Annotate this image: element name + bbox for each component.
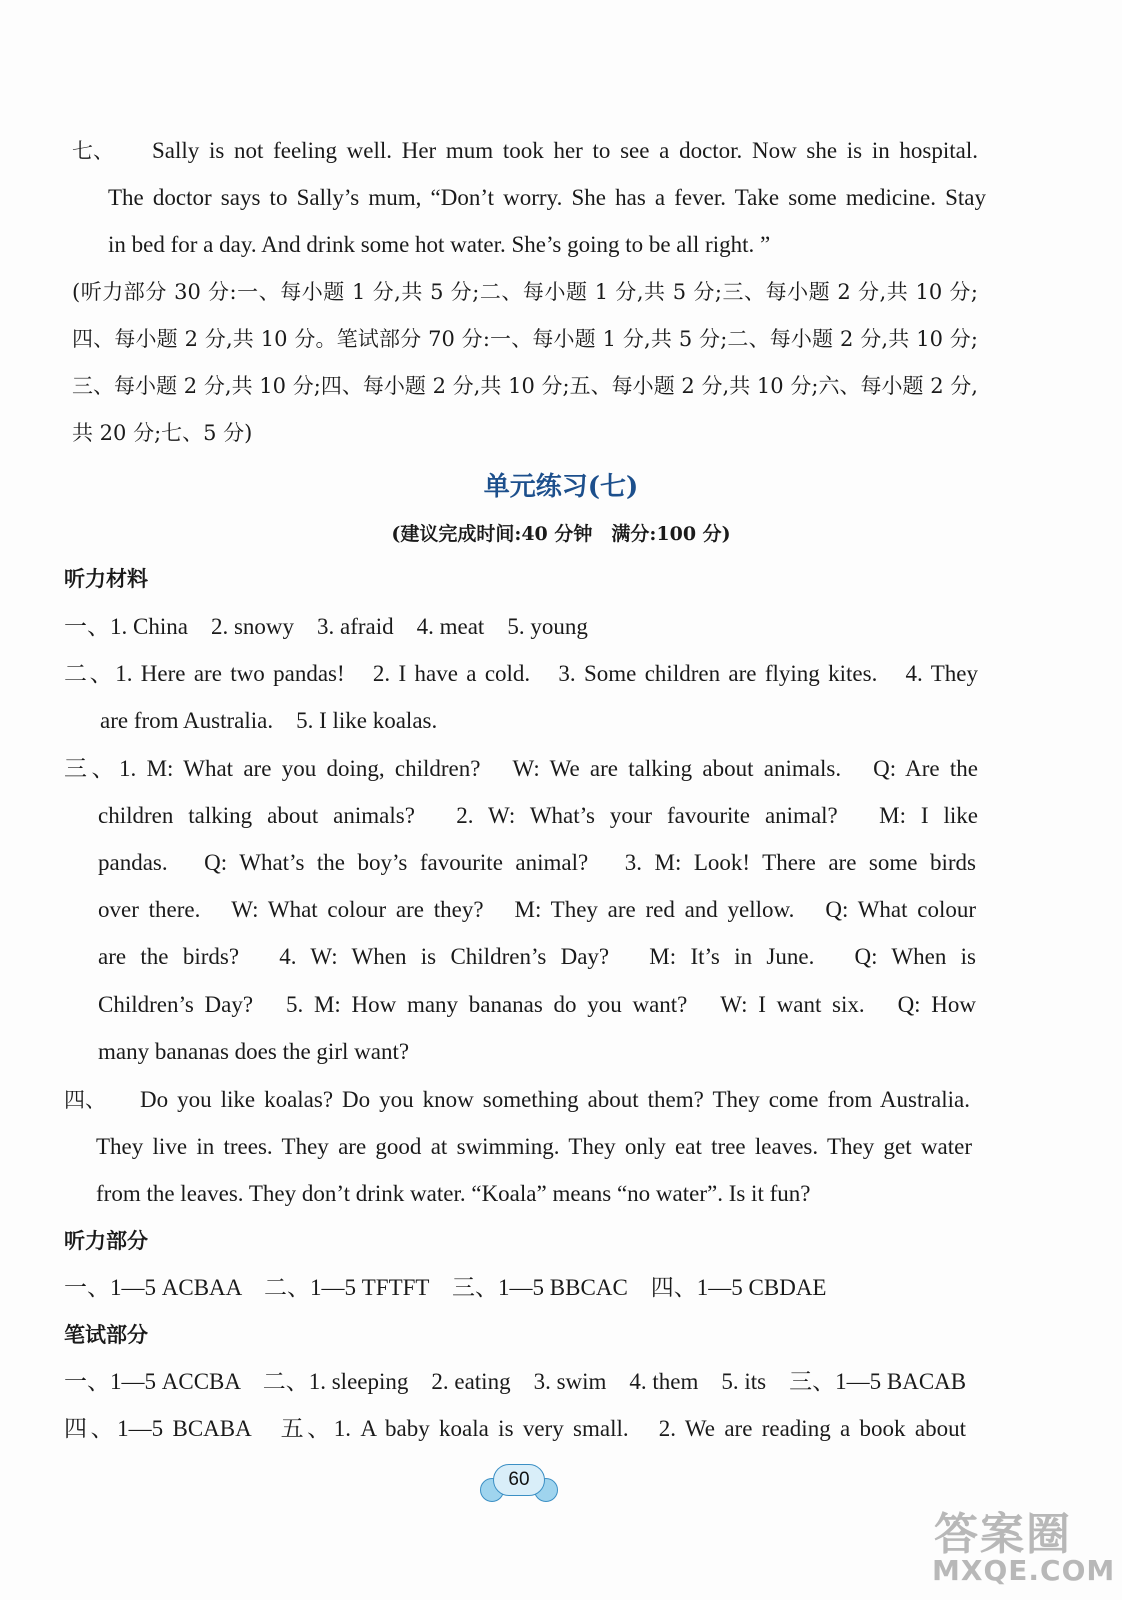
section4-line-2: They live in trees. They are good at swimming. They only eat tree leaves. They get water <box>96 1134 972 1159</box>
listening-answers: 一、1—5 ACBAA 二、1—5 TFTFT 三、1—5 BBCAC 四、1—5 CBDAE <box>64 1275 827 1300</box>
section4-line-3: from the leaves. They don’t drink water. “Koala” means “no water”. Is it fun? <box>96 1181 811 1206</box>
listening-line-10: many bananas does the girl want? <box>98 1039 410 1064</box>
score-line-1: (听力部分 30 分:一、每小题 1 分,共 5 分;二、每小题 1 分,共 5 分;三、每小题 2 分,共 10 分; <box>72 280 978 304</box>
section7-line-1: Sally is not feeling well. Her mum took her to see a doctor. Now she is in hospital. <box>152 138 978 163</box>
score-line-2: 四、每小题 2 分,共 10 分。笔试部分 70 分:一、每小题 1 分,共 5 分;二、每小题 2 分,共 10 分; <box>72 327 978 351</box>
section4-line-1: Do you like koalas? Do you know something about them? They come from Australia. <box>140 1087 970 1112</box>
written-answers-1: 一、1—5 ACCBA 二、1. sleeping 2. eating 3. swim 4. them 5. its 三、1—5 BACAB <box>64 1369 967 1394</box>
listening-line-9: Children’s Day? 5. M: How many bananas do you want? W: I want six. Q: How <box>98 992 976 1017</box>
watermark-top-text: 答案圈 <box>934 1509 1072 1560</box>
listening-line-6: pandas. Q: What’s the boy’s favourite animal? 3. M: Look! There are some birds <box>98 850 976 875</box>
unit-subtitle: (建议完成时间:40 分钟 满分:100 分) <box>391 523 731 545</box>
listening-line-5: children talking about animals? 2. W: What’s your favourite animal? M: I like <box>98 803 978 828</box>
unit-title: 单元练习(七) <box>483 472 639 502</box>
listening-line-8: are the birds? 4. W: When is Children’s Day? M: It’s in June. Q: When is <box>98 944 976 969</box>
listening-line-7: over there. W: What colour are they? M: They are red and yellow. Q: What colour <box>98 897 976 922</box>
score-line-3: 三、每小题 2 分,共 10 分;四、每小题 2 分,共 10 分;五、每小题 2 分,共 10 分;六、每小题 2 分, <box>72 374 978 398</box>
listening-part-heading: 听力部分 <box>64 1228 148 1253</box>
listening-material-heading: 听力材料 <box>64 566 148 591</box>
section7-marker: 七、 <box>72 139 114 163</box>
watermark-logo <box>928 1498 1114 1592</box>
page-number-badge <box>480 1462 556 1502</box>
section7-line-3: in bed for a day. And drink some hot water. She’s going to be all right. ” <box>108 232 771 257</box>
section7-line-2: The doctor says to Sally’s mum, “Don’t worry. She has a fever. Take some medicine. Stay <box>108 185 986 210</box>
listening-line-1: 一、1. China 2. snowy 3. afraid 4. meat 5. young <box>64 614 588 639</box>
page-number: 60 <box>493 1464 545 1496</box>
watermark-bottom-text: MXQE.COM <box>932 1554 1116 1587</box>
written-answers-2: 四、1—5 BCABA 五、1. A baby koala is very small. 2. We are reading a book about <box>64 1416 966 1441</box>
written-part-heading: 笔试部分 <box>64 1322 148 1347</box>
listening-line-3: are from Australia. 5. I like koalas. <box>100 708 438 733</box>
listening-line-2: 二、1. Here are two pandas! 2. I have a cold. 3. Some children are flying kites. 4. They <box>64 661 978 686</box>
section4-marker: 四、 <box>64 1088 106 1112</box>
listening-line-4: 三、1. M: What are you doing, children? W: We are talking about animals. Q: Are the <box>64 756 978 781</box>
score-line-4: 共 20 分;七、5 分) <box>72 421 253 445</box>
